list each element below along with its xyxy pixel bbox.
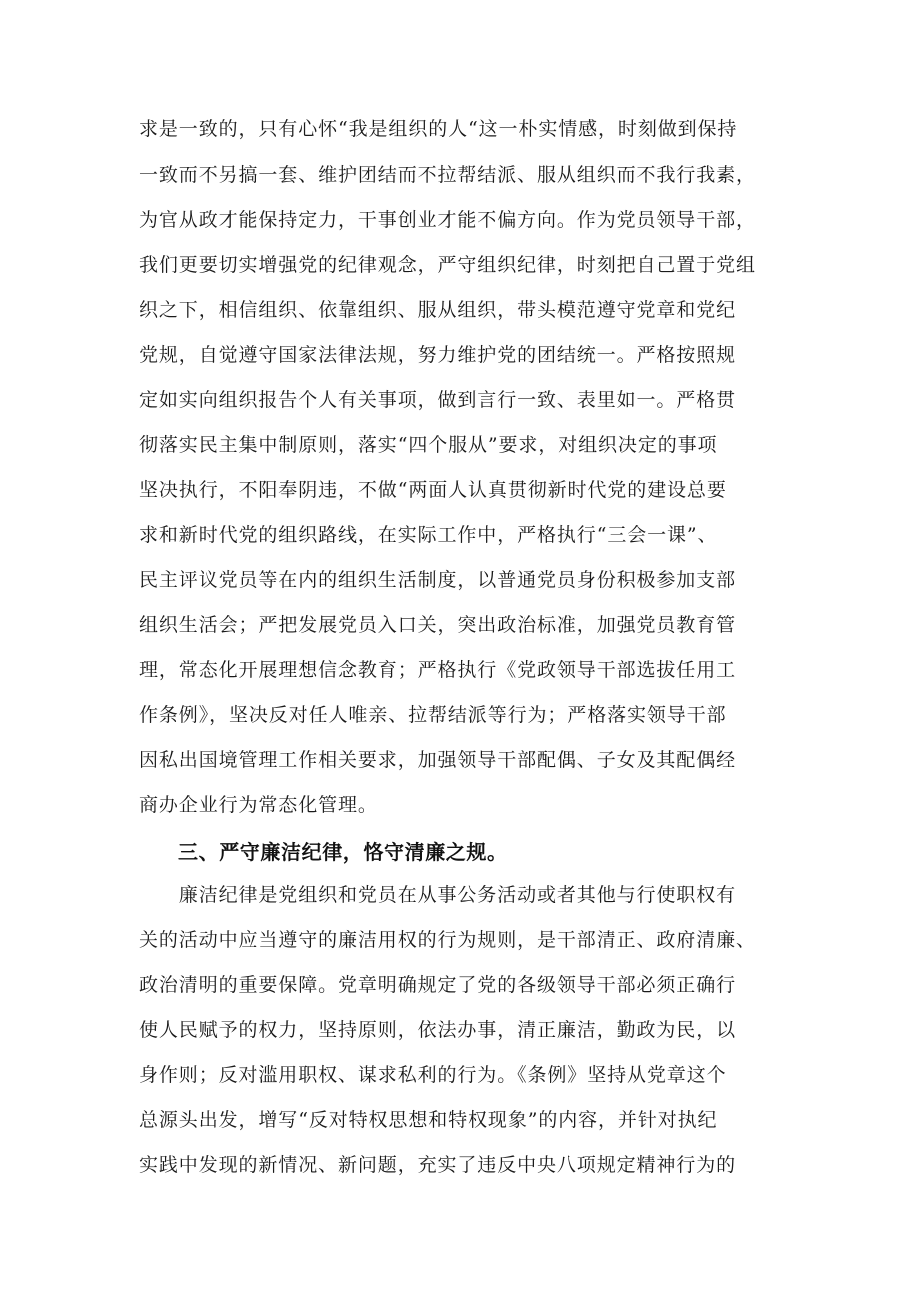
text-line: 组织生活会；严把发展党员入口关，突出政治标准，加强党员教育管 bbox=[139, 614, 737, 636]
text-line: 使人民赋予的权力，坚持原则，依法办事，清正廉洁，勤政为民，以 bbox=[139, 1019, 737, 1041]
text-line: 民主评议党员等在内的组织生活制度，以普通党员身份积极参加支部 bbox=[139, 569, 737, 591]
text-line: 求是一致的，只有心怀“我是组织的人“这一朴实情感，时刻做到保持 bbox=[139, 118, 738, 140]
text-line: 总源头出发，增写“反对特权思想和特权现象”的内容，并针对执纪 bbox=[139, 1109, 718, 1131]
text-line: 廉洁纪律是党组织和党员在从事公务活动或者其他与行使职权有 bbox=[139, 884, 737, 906]
text-line: 求和新时代党的组织路线，在实际工作中，严格执行“三会一课”、 bbox=[139, 524, 718, 546]
text-line: 理，常态化开展理想信念教育；严格执行《党政领导干部选拔任用工 bbox=[139, 659, 737, 681]
text-line: 一致而不另搞一套、维护团结而不拉帮结派、服从组织而不我行我素， bbox=[139, 164, 756, 186]
text-line: 坚决执行，不阳奉阴违，不做“两面人认真贯彻新时代党的建设总要 bbox=[139, 479, 727, 501]
text-line: 因私出国境管理工作相关要求，加强领导干部配偶、子女及其配偶经 bbox=[139, 749, 737, 771]
text-line: 实践中发现的新情况、新问题，充实了违反中央八项规定精神行为的 bbox=[139, 1154, 737, 1176]
text-line: 商办企业行为常态化管理。 bbox=[139, 794, 378, 816]
text-line: 党规，自觉遵守国家法律法规，努力维护党的团结统一。严格按照规 bbox=[139, 344, 737, 366]
text-line: 为官从政才能保持定力，干事创业才能不偏方向。作为党员领导干部， bbox=[139, 209, 756, 231]
text-line: 作条例》，坚决反对任人唯亲、拉帮结派等行为；严格落实领导干部 bbox=[139, 704, 727, 726]
text-line: 我们更要切实增强党的纪律观念，严守组织纪律，时刻把自己置于党组 bbox=[139, 254, 756, 276]
text-line: 身作则；反对滥用职权、谋求私利的行为。《条例》坚持从党章这个 bbox=[139, 1064, 727, 1086]
text-line: 政治清明的重要保障。党章明确规定了党的各级领导干部必须正确行 bbox=[139, 974, 737, 996]
text-line: 定如实向组织报告个人有关事项，做到言行一致、表里如一。严格贯 bbox=[139, 389, 737, 411]
text-line: 彻落实民主集中制原则，落实“四个服从”要求，对组织决定的事项 bbox=[139, 434, 718, 456]
text-line: 织之下，相信组织、依靠组织、服从组织，带头模范遵守党章和党纪 bbox=[139, 299, 737, 321]
text-line: 关的活动中应当遵守的廉洁用权的行为规则，是干部清正、政府清廉、 bbox=[139, 929, 756, 951]
section-heading: 三、严守廉洁纪律，恪守清廉之规。 bbox=[178, 840, 508, 864]
